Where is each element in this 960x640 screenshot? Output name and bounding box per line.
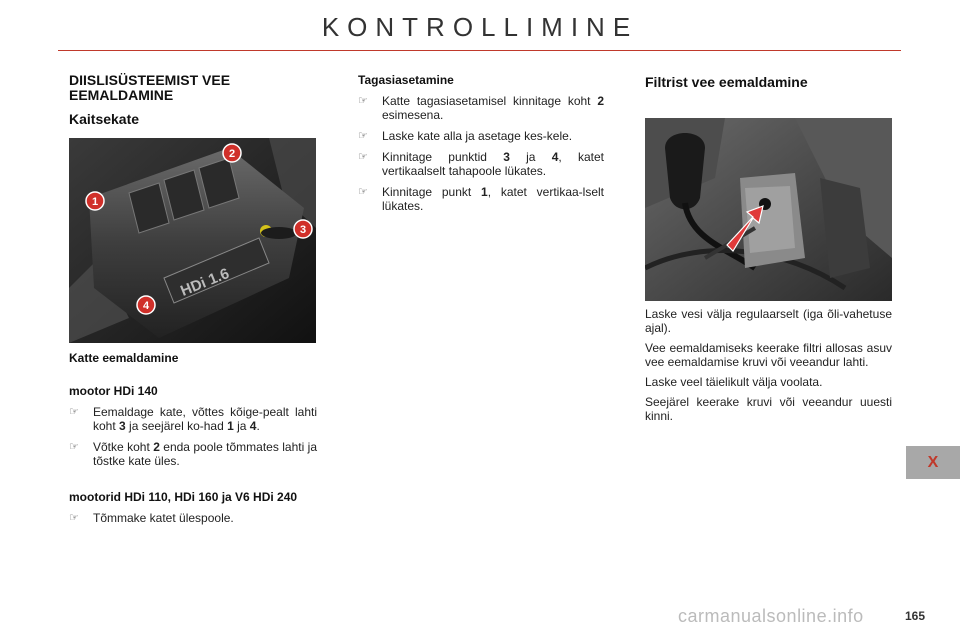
marker-2: [223, 144, 241, 162]
marker-3: [294, 220, 312, 238]
middle-column: [358, 73, 604, 213]
left-column: [69, 73, 317, 126]
pointer-hand-icon: ☞: [358, 130, 368, 142]
section-heading-line2: EEMALDAMINE: [69, 87, 174, 103]
list-item: ☞ Eemaldage kate, võttes kõige-pealt lahti koht 3 ja seejärel ko-had 1 ja 4.: [69, 405, 317, 433]
pointer-hand-icon: ☞: [358, 95, 368, 107]
pointer-hand-icon: ☞: [69, 406, 79, 418]
image-caption: Katte eemaldamine: [69, 351, 179, 365]
block1-title: mootor HDi 140: [69, 384, 158, 398]
pointer-hand-icon: ☞: [69, 512, 79, 524]
engine-cover-photo: [69, 138, 316, 343]
fuel-filter-illustration: [645, 118, 892, 301]
paragraph: Vee eemaldamiseks keerake filtri allosas asuv vee eemaldamise kruvi või veeandur lahti.: [645, 341, 892, 369]
pointer-hand-icon: ☞: [69, 441, 79, 453]
left-column-lower: [69, 351, 317, 525]
list-item: ☞ Tõmmake katet ülespoole.: [69, 511, 234, 525]
list-item: ☞ Laske kate alla ja asetage kes-kele.: [358, 129, 573, 143]
paragraph: Laske veel täielikult välja voolata.: [645, 375, 823, 389]
page-number: 165: [905, 609, 926, 623]
section-tab[interactable]: X: [906, 446, 960, 479]
section-heading-line1: DIISLISÜSTEEMIST VEE: [69, 72, 231, 88]
paragraph: Seejärel keerake kruvi või veeandur uuesti kinni.: [645, 395, 892, 423]
right-column: [645, 73, 892, 89]
list-item: ☞ Katte tagasiasetamisel kinnitage koht 2 esimesena.: [358, 94, 604, 122]
svg-text:1: 1: [91, 196, 99, 208]
engine-cover-illustration: [69, 138, 316, 343]
fuel-filter-photo: [645, 118, 892, 301]
svg-text:4: 4: [142, 300, 150, 312]
pointer-hand-icon: ☞: [358, 151, 368, 163]
title-divider: [58, 50, 901, 51]
list-item: ☞ Võtke koht 2 enda poole tõmmates lahti ja tõstke kate üles.: [69, 440, 317, 468]
list-item: ☞ Kinnitage punkt 1, katet vertikaa-lselt lükates.: [358, 185, 604, 213]
right-column-text: [645, 307, 892, 429]
page-title: KONTROLLIMINE: [321, 12, 639, 42]
list-item: ☞ Kinnitage punktid 3 ja 4, katet vertikaalselt tahapoole lükates.: [358, 150, 605, 178]
filter-heading: Filtrist vee eemaldamine: [645, 74, 808, 90]
subheading-kaitsekate: Kaitsekate: [69, 111, 140, 127]
paragraph: Laske vesi välja regulaarselt (iga õli-vahetuse ajal).: [645, 307, 892, 335]
marker-1: [86, 192, 104, 210]
watermark: carmanualsonline.info: [678, 606, 864, 626]
block2-title: mootorid HDi 110, HDi 160 ja V6 HDi 240: [69, 490, 298, 504]
reinstall-heading: Tagasiasetamine: [358, 73, 454, 87]
pointer-hand-icon: ☞: [358, 186, 368, 198]
svg-text:3: 3: [299, 224, 307, 236]
engine-badge: HDi 1.6: [178, 265, 232, 300]
marker-4: [137, 296, 155, 314]
svg-text:2: 2: [228, 148, 236, 160]
